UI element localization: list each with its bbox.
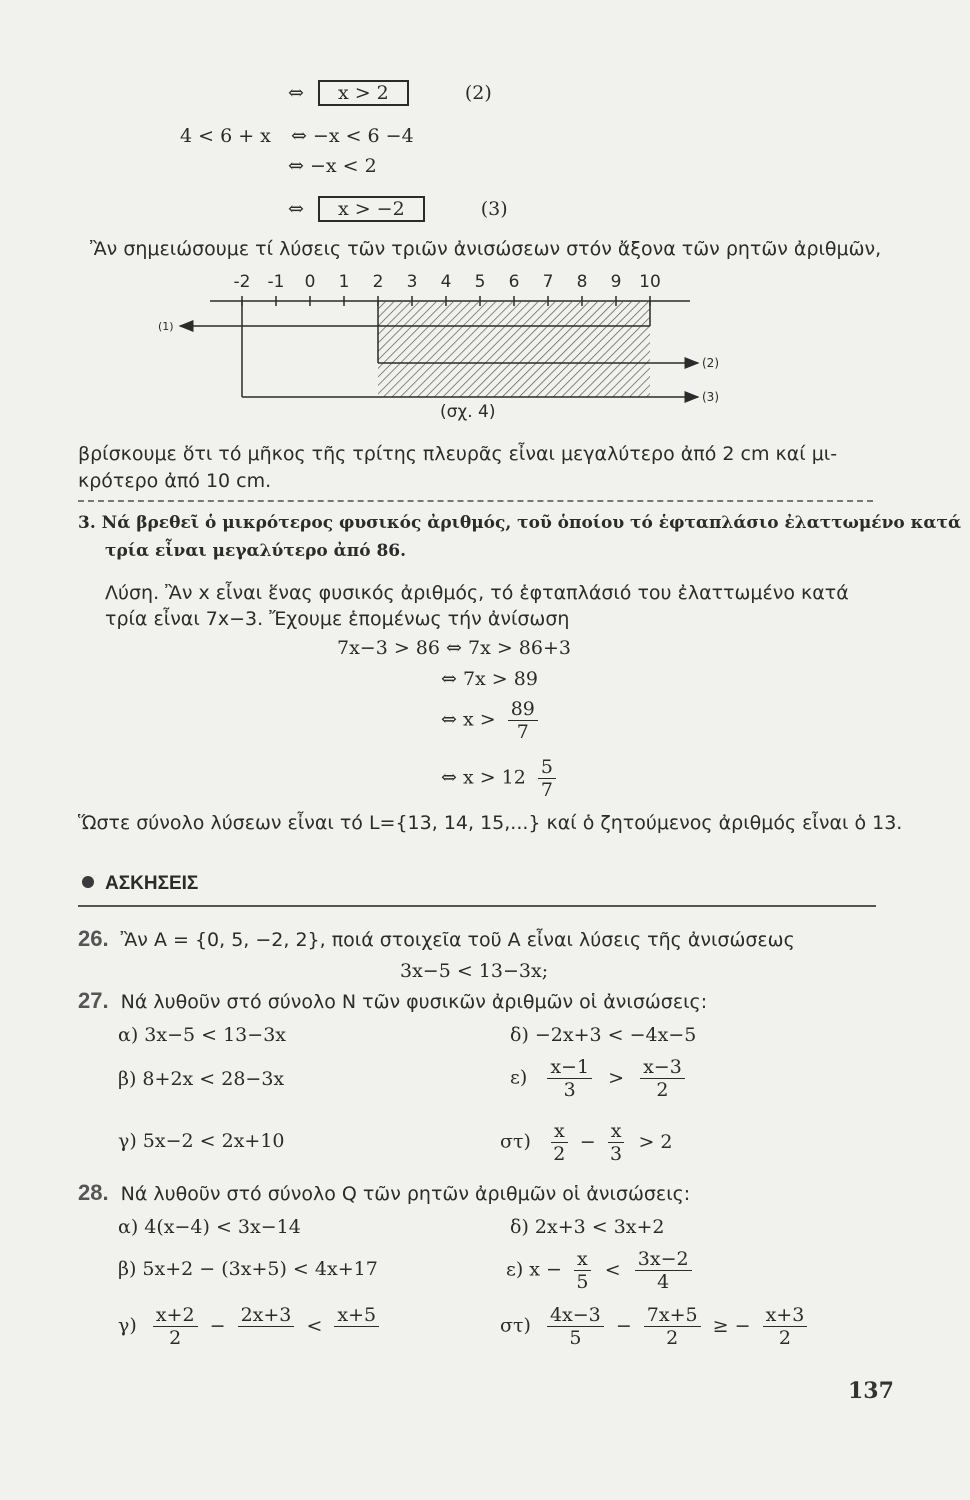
equiv-symbol: ⇔ <box>288 82 304 104</box>
solution-line-1: Λύση. Ἂν x εἶναι ἕνας φυσικός ἀριθμός, τό ἑφταπλάσιό του ἐλαττωμένο κατά <box>105 582 849 604</box>
conclusion-line-2: κρότερο ἀπό 10 cm. <box>78 470 272 492</box>
exercise-26-inequality: 3x−5 < 13−3x; <box>400 960 549 982</box>
exercise-27-number: 27. <box>78 988 109 1013</box>
exercise-27-d: δ) −2x+3 < −4x−5 <box>510 1024 697 1046</box>
exercise-28-st: στ) $\frac{4x-3}{5}$ − $\frac{7x+5}{2}$ ≥ − $\frac{x+3}{2}$ <box>500 1304 807 1349</box>
exercises-header: ΑΣΚΗΣΕΙΣ <box>105 873 199 894</box>
line-neg-x-lt-2: ⇔ −x < 2 <box>288 155 377 177</box>
solution-step-3: ⇔ x > $\frac{89}{7}$ <box>441 698 538 743</box>
exercise-28: 28. Νά λυθοῦν στό σύνολο Q τῶν ρητῶν ἀριθμῶν οἱ ἀνισώσεις: <box>78 1180 691 1205</box>
tick-label: 8 <box>576 272 588 292</box>
tick-label: -1 <box>267 272 285 292</box>
exercise-27-b: β) 8+2x < 28−3x <box>118 1068 285 1090</box>
tick-label: 2 <box>372 272 384 292</box>
problem-3-number: 3. <box>78 513 96 533</box>
tick-label: 10 <box>639 272 661 292</box>
axis-tick-labels <box>234 272 661 292</box>
line-implies-x-gt-2 <box>288 82 492 104</box>
solution-step-1: 7x−3 > 86 ⇔ 7x > 86+3 <box>337 637 571 659</box>
tick-label: 9 <box>610 272 622 292</box>
solution-final: Ὥστε σύνολο λύσεων εἶναι τό L={13, 14, 15,...} καί ὁ ζητούμενος ἀριθμός εἶναι ὁ 13. <box>78 812 903 834</box>
exercise-27-a: α) 3x−5 < 13−3x <box>118 1024 286 1046</box>
section-divider <box>78 500 873 502</box>
exercise-26: 26. Ἂν A = {0, 5, −2, 2}, ποιά στοιχεῖα τοῦ A εἶναι λύσεις τῆς ἀνισώσεως <box>78 926 795 951</box>
boxed-result-2: x > 2 <box>318 80 409 106</box>
solution-step-4: ⇔ x > 12 $\frac{5}{7}$ <box>441 756 556 801</box>
exercise-28-c: γ) $\frac{x+2}{2}$ − 2x+3 < x+5 <box>118 1304 379 1349</box>
exercise-28-d: δ) 2x+3 < 3x+2 <box>510 1216 665 1238</box>
boxed-result-3: x > −2 <box>318 196 425 222</box>
line-implies-x-gt-neg2: ⇔ x > −2 (3) <box>288 198 508 220</box>
number-line-diagram <box>150 265 730 435</box>
exercise-27-c: γ) 5x−2 < 2x+10 <box>118 1130 285 1152</box>
line-4-lt-6-plus-x: 4 < 6 + x ⇔ −x < 6 −4 <box>180 125 414 147</box>
tag-3: (3) <box>480 198 508 220</box>
tick-label: 4 <box>440 272 452 292</box>
exercise-26-number: 26. <box>78 926 109 951</box>
tick-label: 7 <box>542 272 554 292</box>
exercise-27: 27. Νά λυθοῦν στό σύνολο N τῶν φυσικῶν ἀριθμῶν οἱ ἀνισώσεις: <box>78 988 708 1013</box>
problem-3-statement: 3. Νά βρεθεῖ ὁ μικρότερος φυσικός ἀριθμός, τοῦ ὁποίου τό ἑφταπλάσιο ἐλαττωμένο κατά <box>78 513 962 533</box>
exercise-28-b: β) 5x+2 − (3x+5) < 4x+17 <box>118 1258 378 1280</box>
tick-label: 0 <box>304 272 316 292</box>
conclusion-line-1: βρίσκουμε ὅτι τό μῆκος τῆς τρίτης πλευρᾶς εἶναι μεγαλύτερο ἀπό 2 cm καί μι- <box>78 443 838 465</box>
ray-label-1: (1) <box>158 320 174 333</box>
exercise-27-e: ε) $\frac{x-1}{3}$ > $\frac{x-3}{2}$ <box>510 1056 685 1101</box>
page-number: 137 <box>848 1378 894 1404</box>
exercise-28-a: α) 4(x−4) < 3x−14 <box>118 1216 301 1238</box>
solution-line-2: τρία εἶναι 7x−3. Ἔχουμε ἑπομένως τήν ἀνίσωση <box>105 608 570 630</box>
exercises-header-rule <box>78 905 876 907</box>
problem-3-statement-cont: τρία εἶναι μεγαλύτερο ἀπό 86. <box>105 541 407 561</box>
ray-label-2: (2) <box>702 356 719 370</box>
figure-caption: (σχ. 4) <box>440 402 496 422</box>
tag-2: (2) <box>464 82 492 104</box>
tick-label: 5 <box>474 272 486 292</box>
solution-step-2: ⇔ 7x > 89 <box>441 668 538 690</box>
tick-label: 6 <box>508 272 520 292</box>
bullet-icon <box>82 876 94 888</box>
ray-label-3: (3) <box>702 390 719 404</box>
tick-label: -2 <box>233 272 251 292</box>
exercise-28-e: ε) x − $\frac{x}{5}$ < $\frac{3x-2}{4}$ <box>506 1248 692 1293</box>
solution-region <box>378 301 650 397</box>
exercise-28-number: 28. <box>78 1180 109 1205</box>
tick-label: 3 <box>406 272 418 292</box>
exercise-27-st: στ) $\frac{x}{2}$ − $\frac{x}{3}$ > 2 <box>500 1120 673 1165</box>
tick-label: 1 <box>338 272 350 292</box>
intro-sentence: Ἂν σημειώσουμε τί λύσεις τῶν τριῶν ἀνισώσεων στόν ἄξονα τῶν ρητῶν ἀριθμῶν, <box>90 238 882 260</box>
